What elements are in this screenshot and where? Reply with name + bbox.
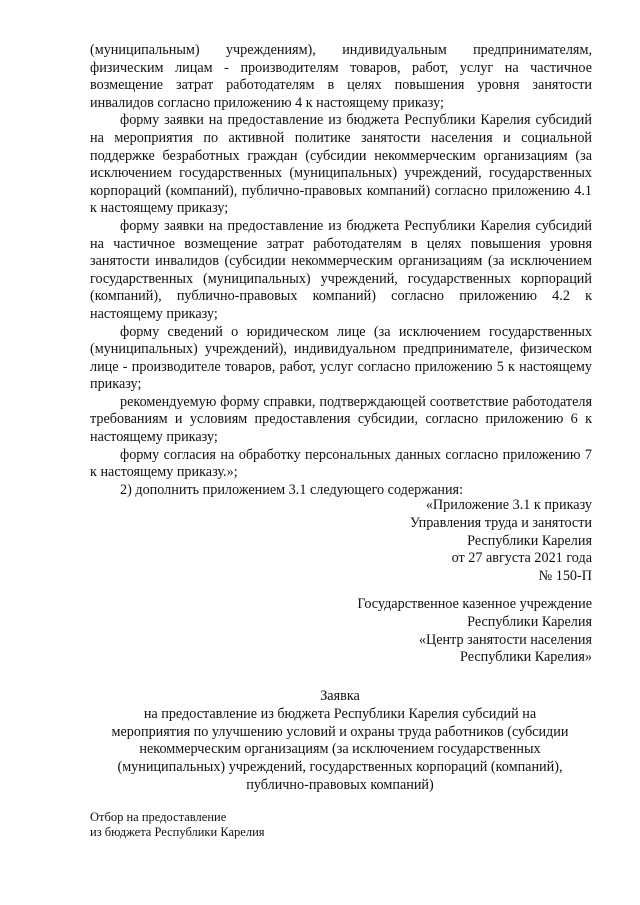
paragraph-6: форму согласия на обработку персональных данных согласно приложению 7 к настоящему приказу.»; (90, 446, 592, 481)
paragraph-5: рекомендуемую форму справки, подтверждающей соответствие работодателя требованиям и условиям предоставления субсидии, согласно приложению 6 к настоящему приказу; (90, 393, 592, 446)
paragraph-2: форму заявки на предоставление из бюджета Республики Карелия субсидий на мероприятия по активной политике занятости населения и социальной поддержке безработных граждан (субсидии некоммерческим организациям (за исключением государственных (муниципальных) учреждений, государственных корпораций (компаний), публично-правовых компаний) согласно приложению 4.1 к настоящему приказу; (90, 112, 592, 217)
addressee-line: «Центр занятости населения (418, 631, 592, 648)
addressee-line: Республики Карелия» (460, 649, 592, 666)
order-amendments-text (90, 42, 592, 499)
selection-note (90, 810, 265, 840)
annex-line: Управления труда и занятости (409, 514, 592, 531)
addressee-block (357, 596, 592, 667)
application-title (60, 688, 620, 795)
annex-line: Республики Карелия (467, 532, 592, 549)
annex-header (410, 497, 592, 586)
annex-number: № 150-П (538, 568, 592, 585)
selection-note-line: Отбор на предоставление (90, 810, 227, 824)
application-title-line: (муниципальных) учреждений, государственных корпораций (компаний), (117, 759, 563, 776)
paragraph-1: (муниципальным) учреждениям), индивидуальным предпринимателям, физическим лицам - производителям товаров, работ, услуг на частичное возмещение затрат работодателям в целях повышения уровня занятости инвалидов согласно приложению 4 к настоящему приказу; (90, 42, 592, 111)
addressee-line: Республики Карелия (467, 613, 592, 630)
application-title-line: мероприятия по улучшению условий и охраны труда работников (субсидии (111, 723, 569, 740)
application-heading: Заявка (320, 688, 360, 704)
paragraph-7: 2) дополнить приложением 3.1 следующего содержания: (120, 481, 464, 498)
application-title-line: на предоставление из бюджета Республики Карелия субсидий на (143, 705, 537, 722)
paragraph-4: форму сведений о юридическом лице (за исключением государственных (муниципальных) учреждений), индивидуальном предпринимателе, физическом лице - производителе товаров, работ, услуг согласно приложению 5 к настоящему приказу; (90, 323, 592, 393)
application-title-line: некоммерческим организациям (за исключением государственных (139, 741, 541, 758)
annex-date: от 27 августа 2021 года (451, 550, 592, 567)
paragraph-3: форму заявки на предоставление из бюджета Республики Карелия субсидий на частичное возмещение затрат работодателям в целях повышения уровня занятости инвалидов (субсидии некоммерческим организациям (за исключением государственных (муниципальных) учреждений, государственных корпораций (компаний), публично-правовых компаний) согласно приложению 4.2 к настоящему приказу; (90, 217, 592, 322)
annex-line: «Приложение 3.1 к приказу (425, 497, 592, 513)
application-title-line: публично-правовых компаний) (246, 776, 434, 793)
selection-note-line: из бюджета Республики Карелия (90, 825, 265, 839)
addressee-line: Государственное казенное учреждение (357, 596, 592, 612)
